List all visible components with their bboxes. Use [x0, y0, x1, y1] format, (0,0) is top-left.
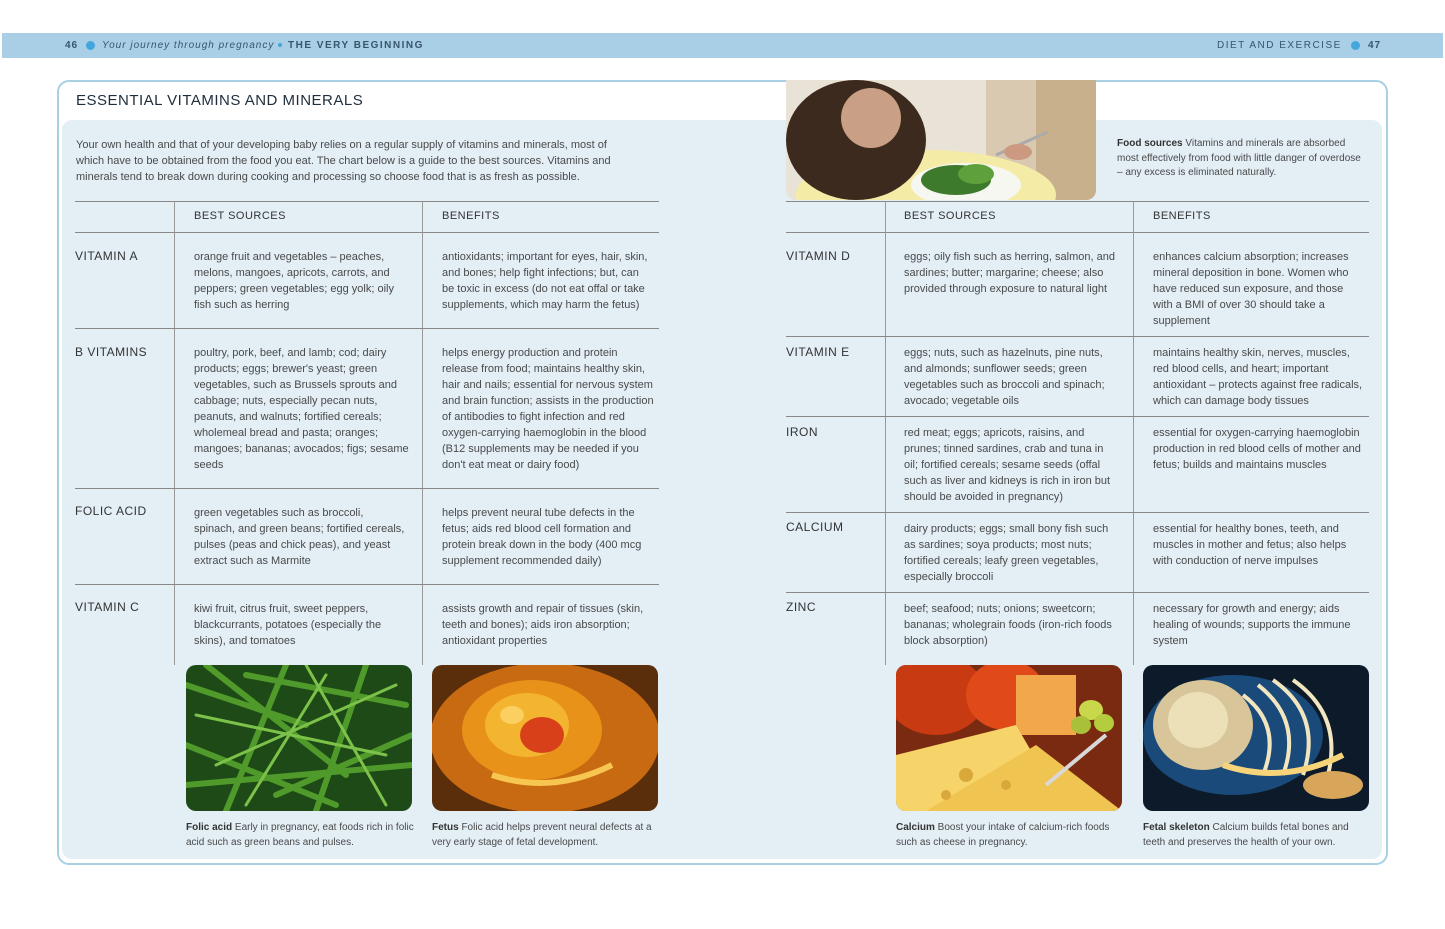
nutrient-name: VITAMIN E — [786, 345, 850, 359]
caption-title: Folic acid — [186, 822, 233, 833]
nutrient-name: ZINC — [786, 600, 816, 614]
nutrient-name: VITAMIN D — [786, 249, 851, 263]
best-sources-cell: dairy products; eggs; small bony fish such as sardines; soya products; most nuts; fortified cereals; leafy green vegetables, especially broccoli — [904, 523, 1109, 583]
page-header-bar — [2, 33, 1443, 58]
table-rule — [75, 232, 659, 233]
table-rule — [75, 488, 659, 489]
section-title: ESSENTIAL VITAMINS AND MINERALS — [76, 92, 364, 109]
table-rule — [786, 512, 1369, 513]
table-divider — [1133, 201, 1134, 665]
food-sources-caption-text: Vitamins and minerals are absorbed most effectively from food with little danger of overdose – any excess is eliminated naturally. — [1117, 138, 1361, 178]
caption-title: Fetal skeleton — [1143, 822, 1210, 833]
best-sources-cell: poultry, pork, beef, and lamb; cod; dairy products; eggs; brewer's yeast; green vegetables, such as Brussels sprouts and cabbage; nuts, especially pecan nuts, peanuts, and walnuts; fortified cereals; wholemeal bread and pasta; oranges; mangoes; bananas; avocados; figs; sesame seeds — [194, 347, 409, 471]
caption-text: Folic acid helps prevent neural defects at a very early stage of fetal development. — [432, 822, 652, 848]
table-divider — [422, 201, 423, 665]
nutrient-name: VITAMIN C — [75, 600, 140, 614]
food-sources-caption-title: Food sources — [1117, 138, 1183, 149]
best-sources-cell: eggs; oily fish such as herring, salmon, and sardines; butter; margarine; cheese; also provided through exposure to natural light — [904, 251, 1115, 295]
benefits-cell: maintains healthy skin, nerves, muscles, red blood cells, and heart; important antioxidant – protects against free radicals, which can damage body tissues — [1153, 347, 1363, 407]
left-section-name: THE VERY BEGINNING — [288, 40, 424, 51]
left-running-head: Your journey through pregnancy — [102, 40, 275, 51]
table-rule — [786, 336, 1369, 337]
caption-text: Calcium builds fetal bones and teeth and preserves the health of your own. — [1143, 822, 1349, 848]
benefits-cell: essential for oxygen-carrying haemoglobin production in red blood cells of mother and fetus; builds and maintains muscles — [1153, 427, 1361, 471]
table-divider — [885, 201, 886, 665]
best-sources-cell: red meat; eggs; apricots, raisins, and prunes; tinned sardines, crab and tuna in oil; fortified cereals; sesame seeds (offal such as liver and kidneys is rich in iron but should be avoided in pregnancy) — [904, 427, 1111, 503]
caption-text: Early in pregnancy, eat foods rich in folic acid such as green beans and pulses. — [186, 822, 414, 848]
nutrient-name: B VITAMINS — [75, 345, 148, 359]
col-head-best-sources: BEST SOURCES — [904, 210, 996, 222]
benefits-cell: essential for healthy bones, teeth, and muscles in mother and fetus; also helps with conduction of nerve impulses — [1153, 523, 1347, 567]
table-divider — [174, 201, 175, 665]
folic-acid-caption — [186, 820, 414, 850]
best-sources-cell: orange fruit and vegetables – peaches, melons, mangoes, apricots, carrots, and peppers; green vegetables; egg yolk; oily fish such as herring — [194, 251, 394, 311]
cheese-photo — [896, 665, 1122, 811]
benefits-cell: enhances calcium absorption; increases mineral deposition in bone. Women who have reduced sun exposure, and those with a BMI of over 30 should take a supplement — [1153, 251, 1349, 327]
pregnant-woman-salad-photo — [786, 80, 1096, 200]
left-page-number: 46 — [65, 40, 79, 51]
fetus-photo — [432, 665, 658, 811]
benefits-cell: necessary for growth and energy; aids healing of wounds; supports the immune system — [1153, 603, 1351, 647]
best-sources-cell: kiwi fruit, citrus fruit, sweet peppers, blackcurrants, potatoes (especially the skins), and tomatoes — [194, 603, 382, 647]
header-dot-left — [86, 41, 95, 50]
col-head-best-sources: BEST SOURCES — [194, 210, 286, 222]
header-separator-dot — [278, 43, 282, 47]
nutrient-name: CALCIUM — [786, 520, 844, 534]
col-head-benefits: BENEFITS — [1153, 210, 1211, 222]
benefits-cell: helps energy production and protein release from food; maintains healthy skin, hair and nails; essential for nervous system and brain function; assists in the production of antibodies to fight infection and red oxygen-carrying haemoglobin in the blood (B12 supplements may be needed if you don't eat meat or dairy food) — [442, 347, 654, 471]
table-rule — [75, 201, 659, 202]
food-sources-caption — [1117, 137, 1369, 181]
benefits-cell: helps prevent neural tube defects in the fetus; aids red blood cell formation and protein break down in the body (400 mcg supplement recommended daily) — [442, 507, 642, 567]
best-sources-cell: beef; seafood; nuts; onions; sweetcorn; bananas; wholegrain foods (iron-rich foods block absorption) — [904, 603, 1112, 647]
caption-title: Calcium — [896, 822, 935, 833]
benefits-cell: antioxidants; important for eyes, hair, skin, and bones; help fight infections; but, can be toxic in excess (do not eat offal or take supplements, which may harm the fetus) — [442, 251, 648, 311]
table-rule — [786, 592, 1369, 593]
fetal-skeleton-photo — [1143, 665, 1369, 811]
table-rule — [75, 328, 659, 329]
benefits-cell: assists growth and repair of tissues (skin, teeth and bones); aids iron absorption; antioxidant properties — [442, 603, 644, 647]
caption-title: Fetus — [432, 822, 459, 833]
table-rule — [786, 201, 1369, 202]
nutrient-name: VITAMIN A — [75, 249, 138, 263]
header-dot-right — [1351, 41, 1360, 50]
nutrient-name: FOLIC ACID — [75, 504, 147, 518]
fetus-caption — [432, 820, 660, 850]
table-rule — [75, 584, 659, 585]
green-beans-photo — [186, 665, 412, 811]
best-sources-cell: eggs; nuts, such as hazelnuts, pine nuts, and almonds; sunflower seeds; green vegetables such as broccoli and spinach; avocado; vegetable oils — [904, 347, 1105, 407]
table-rule — [786, 232, 1369, 233]
table-rule — [786, 416, 1369, 417]
best-sources-cell: green vegetables such as broccoli, spinach, and green beans; fortified cereals, pulses (peas and chick peas), and yeast extract such as Marmite — [194, 507, 405, 567]
nutrient-name: IRON — [786, 425, 818, 439]
intro-paragraph: Your own health and that of your developing baby relies on a regular supply of vitamins and minerals, most of which have to be obtained from the food you eat. The chart below is a guide to the best sources. Vitamins and minerals tend to break down during cooking and processing so choose food that is as fresh as possible. — [76, 139, 611, 183]
fetal-skeleton-caption — [1143, 820, 1371, 850]
col-head-benefits: BENEFITS — [442, 210, 500, 222]
calcium-caption — [896, 820, 1124, 850]
right-section-name: DIET AND EXERCISE — [1217, 40, 1342, 51]
right-page-number: 47 — [1368, 40, 1382, 51]
caption-text: Boost your intake of calcium-rich foods such as cheese in pregnancy. — [896, 822, 1110, 848]
